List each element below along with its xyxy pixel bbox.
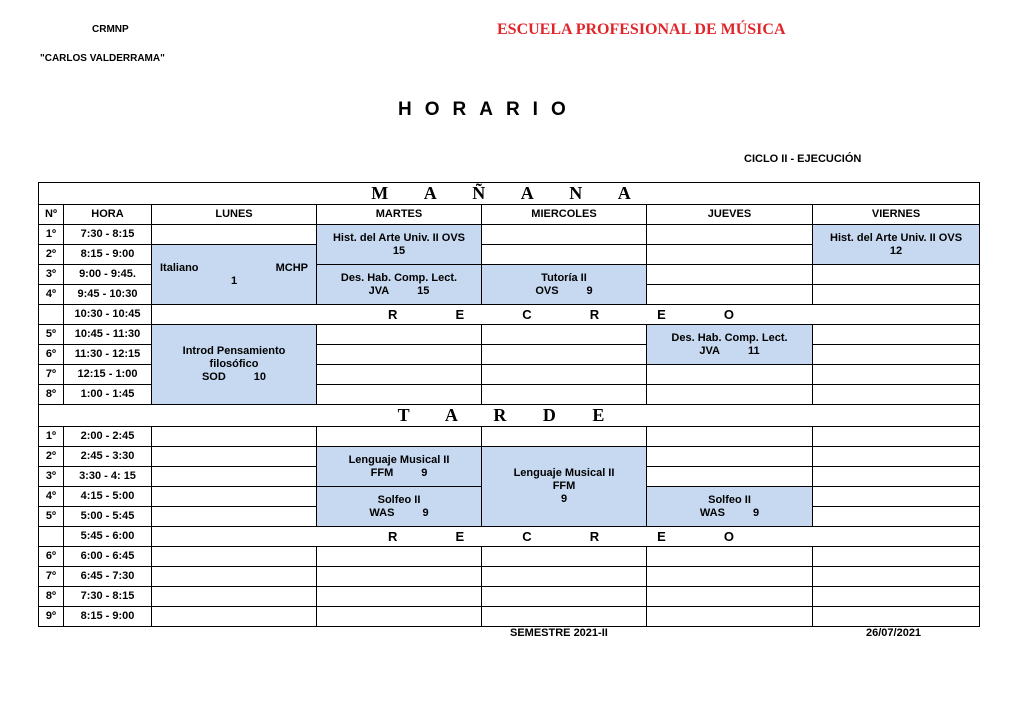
- period-time: 7:30 - 8:15: [64, 587, 152, 607]
- period-time: 5:00 - 5:45: [64, 507, 152, 527]
- period-time: 10:45 - 11:30: [64, 325, 152, 345]
- col-header-viernes: VIERNES: [813, 205, 980, 225]
- class-name: Solfeo II: [377, 493, 421, 506]
- empty-cell: [647, 285, 813, 305]
- period-time: 10:30 - 10:45: [64, 305, 152, 325]
- recreo-row: [39, 305, 980, 325]
- class-number: 12: [889, 244, 903, 257]
- col-header-martes: MARTES: [317, 205, 482, 225]
- empty-cell: [647, 385, 813, 405]
- table-row: [39, 607, 980, 627]
- institution-abbrev: CRMNP: [92, 24, 129, 35]
- period-number: 7º: [39, 567, 64, 587]
- header-row: [39, 205, 980, 225]
- empty-cell: [647, 567, 813, 587]
- empty-cell: [647, 265, 813, 285]
- empty-cell: [813, 487, 980, 507]
- class-name-line2: filosófico: [209, 358, 259, 370]
- class-lenguaje-miercoles: [482, 447, 647, 527]
- empty-cell: [647, 447, 813, 467]
- class-number: 9: [586, 284, 593, 297]
- empty-cell: [152, 587, 317, 607]
- empty-cell: [152, 547, 317, 567]
- class-number: 9: [422, 506, 429, 519]
- recreo-letter: C: [522, 529, 532, 544]
- empty-cell: [152, 447, 317, 467]
- period-time: 11:30 - 12:15: [64, 345, 152, 365]
- table-row: [39, 225, 980, 245]
- recreo-letter: C: [522, 307, 532, 322]
- period-time: 9:45 - 10:30: [64, 285, 152, 305]
- schedule-table: [38, 182, 980, 627]
- table-row: [39, 587, 980, 607]
- empty-cell: [647, 365, 813, 385]
- class-professor: JVA: [699, 344, 720, 357]
- empty-cell: [813, 567, 980, 587]
- period-number: 1º: [39, 427, 64, 447]
- empty-cell: [482, 607, 647, 627]
- class-name: Hist. del Arte Univ. II OVS: [830, 231, 963, 244]
- recreo-letter: R: [388, 307, 398, 322]
- empty-cell: [482, 587, 647, 607]
- empty-cell: [813, 607, 980, 627]
- recreo-letter: O: [723, 529, 735, 544]
- class-professor: SOD: [201, 371, 226, 383]
- empty-cell: [152, 427, 317, 447]
- recreo-letter: O: [723, 307, 735, 322]
- recreo-label: [152, 305, 980, 325]
- period-number: 2º: [39, 447, 64, 467]
- period-number: 6º: [39, 547, 64, 567]
- recreo-letter: R: [589, 307, 600, 322]
- empty-cell: [317, 587, 482, 607]
- class-italiano: [152, 245, 317, 305]
- class-professor: FFM: [370, 466, 394, 479]
- empty-cell: [317, 325, 482, 345]
- col-header-jueves: JUEVES: [647, 205, 813, 225]
- recreo-label: [152, 527, 980, 547]
- period-time: 3:30 - 4: 15: [64, 467, 152, 487]
- empty-cell: [317, 427, 482, 447]
- empty-cell: [152, 487, 317, 507]
- class-professor: WAS: [369, 506, 395, 519]
- empty-cell: [647, 225, 813, 245]
- empty-cell: [317, 385, 482, 405]
- period-number: 5º: [39, 325, 64, 345]
- period-number: 3º: [39, 265, 64, 285]
- class-hist-viernes: [813, 225, 980, 265]
- class-solfeo-jueves: [647, 487, 813, 527]
- period-time: 12:15 - 1:00: [64, 365, 152, 385]
- class-professor: FFM: [552, 480, 576, 492]
- empty-cell: [482, 567, 647, 587]
- empty-cell: [152, 607, 317, 627]
- class-tutoria: [482, 265, 647, 305]
- table-row: [39, 325, 980, 345]
- period-number: 9º: [39, 607, 64, 627]
- table-row: [39, 447, 980, 467]
- period-number: 7º: [39, 365, 64, 385]
- period-number: 3º: [39, 467, 64, 487]
- class-name: Des. Hab. Comp. Lect.: [340, 271, 458, 284]
- recreo-row: [39, 527, 980, 547]
- period-time: 1:00 - 1:45: [64, 385, 152, 405]
- class-number: 15: [392, 244, 406, 257]
- empty-cell: [482, 245, 647, 265]
- class-number: 9: [421, 466, 428, 479]
- recreo-letter: E: [657, 529, 666, 544]
- period-number: 8º: [39, 385, 64, 405]
- class-name-line1: Introd Pensamiento: [182, 345, 286, 357]
- class-number: 1: [230, 274, 238, 287]
- empty-cell: [647, 607, 813, 627]
- class-number: 10: [253, 371, 267, 383]
- empty-cell: [813, 345, 980, 365]
- class-professor: JVA: [368, 284, 390, 297]
- cycle-label: CICLO II - EJECUCIÓN: [744, 153, 862, 165]
- class-hist-martes: [317, 225, 482, 265]
- class-name: Des. Hab. Comp. Lect.: [671, 331, 788, 344]
- col-header-lunes: LUNES: [152, 205, 317, 225]
- class-number: 15: [417, 284, 430, 297]
- empty-cell: [317, 365, 482, 385]
- institution-name: "CARLOS VALDERRAMA": [40, 53, 165, 64]
- empty-cell: [482, 345, 647, 365]
- recreo-letter: R: [388, 529, 398, 544]
- class-professor: OVS: [535, 284, 559, 297]
- date-label: 26/07/2021: [866, 627, 922, 639]
- empty-cell: [482, 547, 647, 567]
- period-number: 4º: [39, 487, 64, 507]
- period-time: 2:45 - 3:30: [64, 447, 152, 467]
- empty-cell: [317, 345, 482, 365]
- recreo-letter: R: [589, 529, 600, 544]
- empty-cell: [813, 385, 980, 405]
- empty-cell: [317, 607, 482, 627]
- empty-cell: [647, 467, 813, 487]
- period-number: 1º: [39, 225, 64, 245]
- recreo-letter: E: [455, 529, 465, 544]
- empty-cell: [482, 365, 647, 385]
- empty-cell: [813, 447, 980, 467]
- period-number: [39, 305, 64, 325]
- school-name: ESCUELA PROFESIONAL DE MÚSICA: [497, 21, 786, 38]
- page-title: HORARIO: [398, 99, 579, 120]
- empty-cell: [482, 385, 647, 405]
- empty-cell: [813, 547, 980, 567]
- class-des-jueves: [647, 325, 813, 365]
- period-number: 6º: [39, 345, 64, 365]
- semester-label: SEMESTRE 2021-II: [510, 627, 608, 639]
- period-time: 6:45 - 7:30: [64, 567, 152, 587]
- empty-cell: [813, 285, 980, 305]
- period-number: 2º: [39, 245, 64, 265]
- class-name: Italiano: [160, 261, 199, 274]
- table-row: [39, 427, 980, 447]
- period-time: 8:15 - 9:00: [64, 607, 152, 627]
- period-number: 5º: [39, 507, 64, 527]
- class-name: Hist. del Arte Univ. II OVS: [332, 231, 466, 244]
- table-row: [39, 547, 980, 567]
- period-time: 9:00 - 9:45.: [64, 265, 152, 285]
- col-header-hora: HORA: [64, 205, 152, 225]
- empty-cell: [813, 365, 980, 385]
- period-time: 6:00 - 6:45: [64, 547, 152, 567]
- class-professor: WAS: [699, 506, 725, 519]
- empty-cell: [813, 325, 980, 345]
- class-number: 9: [560, 493, 568, 505]
- empty-cell: [813, 427, 980, 447]
- band-afternoon: T A R D E: [39, 405, 980, 427]
- class-solfeo-martes: [317, 487, 482, 527]
- class-lenguaje-martes: [317, 447, 482, 487]
- class-number: 9: [752, 506, 760, 519]
- class-des-martes: [317, 265, 482, 305]
- empty-cell: [647, 245, 813, 265]
- empty-cell: [813, 507, 980, 527]
- period-time: 7:30 - 8:15: [64, 225, 152, 245]
- period-time: 4:15 - 5:00: [64, 487, 152, 507]
- class-number: 11: [747, 344, 760, 357]
- class-professor: MCHP: [275, 261, 308, 274]
- empty-cell: [647, 587, 813, 607]
- period-time: 2:00 - 2:45: [64, 427, 152, 447]
- col-header-miercoles: MIERCOLES: [482, 205, 647, 225]
- class-name: Solfeo II: [708, 493, 751, 506]
- empty-cell: [482, 225, 647, 245]
- table-row: [39, 567, 980, 587]
- period-number: 8º: [39, 587, 64, 607]
- empty-cell: [647, 547, 813, 567]
- class-name: Lenguaje Musical II: [513, 467, 615, 479]
- empty-cell: [813, 467, 980, 487]
- period-number: 4º: [39, 285, 64, 305]
- empty-cell: [482, 427, 647, 447]
- empty-cell: [647, 427, 813, 447]
- period-time: 5:45 - 6:00: [64, 527, 152, 547]
- recreo-letter: E: [657, 307, 666, 322]
- empty-cell: [813, 587, 980, 607]
- empty-cell: [152, 225, 317, 245]
- empty-cell: [152, 467, 317, 487]
- empty-cell: [813, 265, 980, 285]
- period-number: [39, 527, 64, 547]
- class-introd: [152, 325, 317, 405]
- empty-cell: [482, 325, 647, 345]
- empty-cell: [317, 567, 482, 587]
- period-time: 8:15 - 9:00: [64, 245, 152, 265]
- col-header-n: Nº: [39, 205, 64, 225]
- class-name: Tutoría II: [541, 271, 587, 284]
- empty-cell: [152, 507, 317, 527]
- empty-cell: [152, 567, 317, 587]
- empty-cell: [317, 547, 482, 567]
- recreo-letter: E: [455, 307, 465, 322]
- class-name: Lenguaje Musical II: [348, 453, 450, 466]
- band-morning: M A Ñ A N A: [39, 183, 980, 205]
